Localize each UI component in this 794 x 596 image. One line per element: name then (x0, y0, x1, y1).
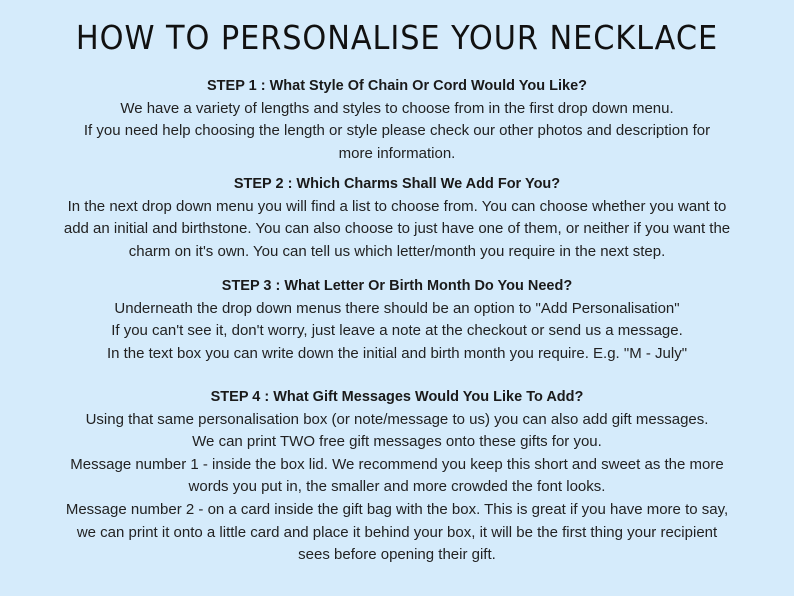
step-4-heading: STEP 4 : What Gift Messages Would You Like To Add? (210, 389, 584, 405)
step-4-section (20, 386, 774, 567)
step-3-line: In the text box you can write down the initial and birth month you require. E.g. "M - July" (106, 344, 688, 362)
step-3-line: If you can't see it, don't worry, just leave a note at the checkout or send us a message. (111, 322, 683, 340)
step-2-heading: STEP 2 : Which Charms Shall We Add For You? (233, 176, 561, 192)
step-1-heading: STEP 1 : What Style Of Chain Or Cord Would You Like? (207, 78, 587, 94)
step-1-line: We have a variety of lengths and styles to choose from in the first drop down menu. (120, 99, 674, 117)
step-4-line: Using that same personalisation box (or note/message to us) you can also add gift messages. (85, 410, 709, 428)
step-4-line: We can print TWO free gift messages onto these gifts for you. (192, 433, 602, 451)
step-4-line: words you put in, the smaller and more crowded the font looks. (188, 478, 606, 496)
step-2-line: charm on it's own. You can tell us which letter/month you require in the next step. (128, 242, 666, 260)
step-2-section (20, 173, 774, 263)
step-4-line: sees before opening their gift. (298, 546, 496, 564)
page-title: HOW TO PERSONALISE YOUR NECKLACE (75, 18, 719, 57)
step-1-line: more information. (338, 144, 456, 162)
step-2-line: In the next drop down menu you will find a list to choose from. You can choose whether you want to (67, 197, 727, 215)
step-4-line: we can print it onto a little card and place it behind your box, it will be the first thing your recipient (76, 523, 718, 541)
step-1-line: If you need help choosing the length or style please check our other photos and description for (83, 122, 711, 140)
step-3-heading: STEP 3 : What Letter Or Birth Month Do You Need? (221, 278, 573, 294)
step-3-section (20, 275, 774, 365)
step-1-section (20, 75, 774, 165)
step-4-line: Message number 2 - on a card inside the gift bag with the box. This is great if you have more to say, (65, 500, 729, 518)
step-2-line: add an initial and birthstone. You can also choose to just have one of them, or neither if you want the (63, 220, 731, 238)
step-3-line: Underneath the drop down menus there should be an option to "Add Personalisation" (114, 299, 680, 317)
step-4-line: Message number 1 - inside the box lid. We recommend you keep this short and sweet as the more (70, 455, 724, 473)
